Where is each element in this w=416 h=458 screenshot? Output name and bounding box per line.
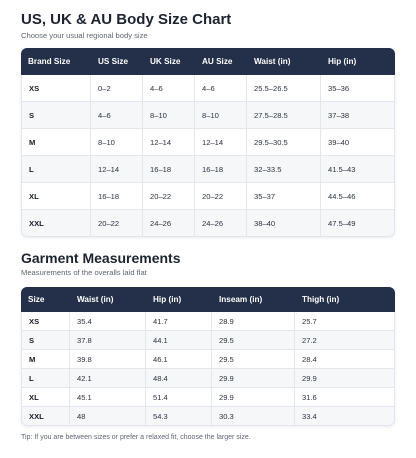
table-cell: 29.9 <box>295 369 395 388</box>
page-subtitle: Choose your usual regional body size <box>21 31 148 40</box>
column-header: Brand Size <box>21 48 91 75</box>
table-cell: 12–14 <box>91 156 143 183</box>
table-row <box>21 183 395 210</box>
table-cell: 8–10 <box>91 129 143 156</box>
table-row <box>21 369 395 388</box>
table-cell: 46.1 <box>146 350 212 369</box>
table-cell: 37–38 <box>321 102 395 129</box>
column-header: Inseam (in) <box>212 287 295 312</box>
table-row <box>21 102 395 129</box>
table-header-row <box>21 48 395 75</box>
table-cell: 20–22 <box>91 210 143 237</box>
table-cell: 29.5–30.5 <box>247 129 321 156</box>
column-header: AU Size <box>195 48 247 75</box>
table-cell: 29.5 <box>212 331 295 350</box>
size-label-cell: L <box>21 156 91 183</box>
table-cell: 41.5–43 <box>321 156 395 183</box>
table-cell: 12–14 <box>143 129 195 156</box>
table-cell: 44.1 <box>146 331 212 350</box>
table-cell: 24–26 <box>195 210 247 237</box>
size-label-cell: S <box>21 102 91 129</box>
table-cell: 27.2 <box>295 331 395 350</box>
garment-measurements-table <box>21 287 395 426</box>
table-cell: 45.1 <box>70 388 146 407</box>
table-cell: 35.4 <box>70 312 146 331</box>
table-cell: 28.4 <box>295 350 395 369</box>
table-row <box>21 350 395 369</box>
table-cell: 47.5–49 <box>321 210 395 237</box>
size-label-cell: XS <box>21 75 91 102</box>
table-row <box>21 75 395 102</box>
table-cell: 4–6 <box>91 102 143 129</box>
table-row <box>21 156 395 183</box>
table-cell: 41.7 <box>146 312 212 331</box>
column-header: US Size <box>91 48 143 75</box>
size-label-cell: S <box>21 331 70 350</box>
column-header: Hip (in) <box>321 48 395 75</box>
table-cell: 12–14 <box>195 129 247 156</box>
table-cell: 39–40 <box>321 129 395 156</box>
table-cell: 16–18 <box>195 156 247 183</box>
table-row <box>21 388 395 407</box>
table-cell: 28.9 <box>212 312 295 331</box>
section-title: Garment Measurements <box>21 250 181 266</box>
table-row <box>21 312 395 331</box>
table-cell: 16–18 <box>91 183 143 210</box>
size-label-cell: M <box>21 129 91 156</box>
table-cell: 20–22 <box>195 183 247 210</box>
table-cell: 4–6 <box>143 75 195 102</box>
column-header: Thigh (in) <box>295 287 395 312</box>
page-title: US, UK & AU Body Size Chart <box>21 11 232 28</box>
column-header: Waist (in) <box>70 287 146 312</box>
table-cell: 32–33.5 <box>247 156 321 183</box>
column-header: Hip (in) <box>146 287 212 312</box>
table-cell: 44.5–46 <box>321 183 395 210</box>
table-cell: 38–40 <box>247 210 321 237</box>
table-cell: 24–26 <box>143 210 195 237</box>
table-cell: 0–2 <box>91 75 143 102</box>
size-label-cell: XS <box>21 312 70 331</box>
column-header: UK Size <box>143 48 195 75</box>
table-cell: 54.3 <box>146 407 212 426</box>
table-cell: 27.5–28.5 <box>247 102 321 129</box>
table-cell: 20–22 <box>143 183 195 210</box>
table-cell: 31.6 <box>295 388 395 407</box>
table-cell: 16–18 <box>143 156 195 183</box>
size-label-cell: XL <box>21 183 91 210</box>
table-cell: 29.9 <box>212 388 295 407</box>
size-label-cell: XL <box>21 388 70 407</box>
table-cell: 48 <box>70 407 146 426</box>
table-header-row <box>21 287 395 312</box>
table-cell: 33.4 <box>295 407 395 426</box>
size-label-cell: XXL <box>21 210 91 237</box>
table-cell: 35–37 <box>247 183 321 210</box>
table-cell: 8–10 <box>143 102 195 129</box>
table-cell: 29.9 <box>212 369 295 388</box>
table-cell: 51.4 <box>146 388 212 407</box>
table-cell: 37.8 <box>70 331 146 350</box>
column-header: Size <box>21 287 70 312</box>
size-label-cell: XXL <box>21 407 70 426</box>
table-cell: 35–36 <box>321 75 395 102</box>
fit-tip: Tip: If you are between sizes or prefer a relaxed fit, choose the larger size. <box>21 434 251 441</box>
table-cell: 29.5 <box>212 350 295 369</box>
table-row <box>21 210 395 237</box>
table-cell: 39.8 <box>70 350 146 369</box>
table-cell: 30.3 <box>212 407 295 426</box>
table-row <box>21 129 395 156</box>
section-subtitle: Measurements of the overalls laid flat <box>21 268 147 277</box>
table-cell: 42.1 <box>70 369 146 388</box>
table-cell: 48.4 <box>146 369 212 388</box>
table-cell: 25.7 <box>295 312 395 331</box>
table-cell: 8–10 <box>195 102 247 129</box>
table-cell: 25.5–26.5 <box>247 75 321 102</box>
table-row <box>21 331 395 350</box>
size-label-cell: L <box>21 369 70 388</box>
body-size-table <box>21 48 395 237</box>
table-cell: 4–6 <box>195 75 247 102</box>
column-header: Waist (in) <box>247 48 321 75</box>
size-label-cell: M <box>21 350 70 369</box>
table-row <box>21 407 395 426</box>
